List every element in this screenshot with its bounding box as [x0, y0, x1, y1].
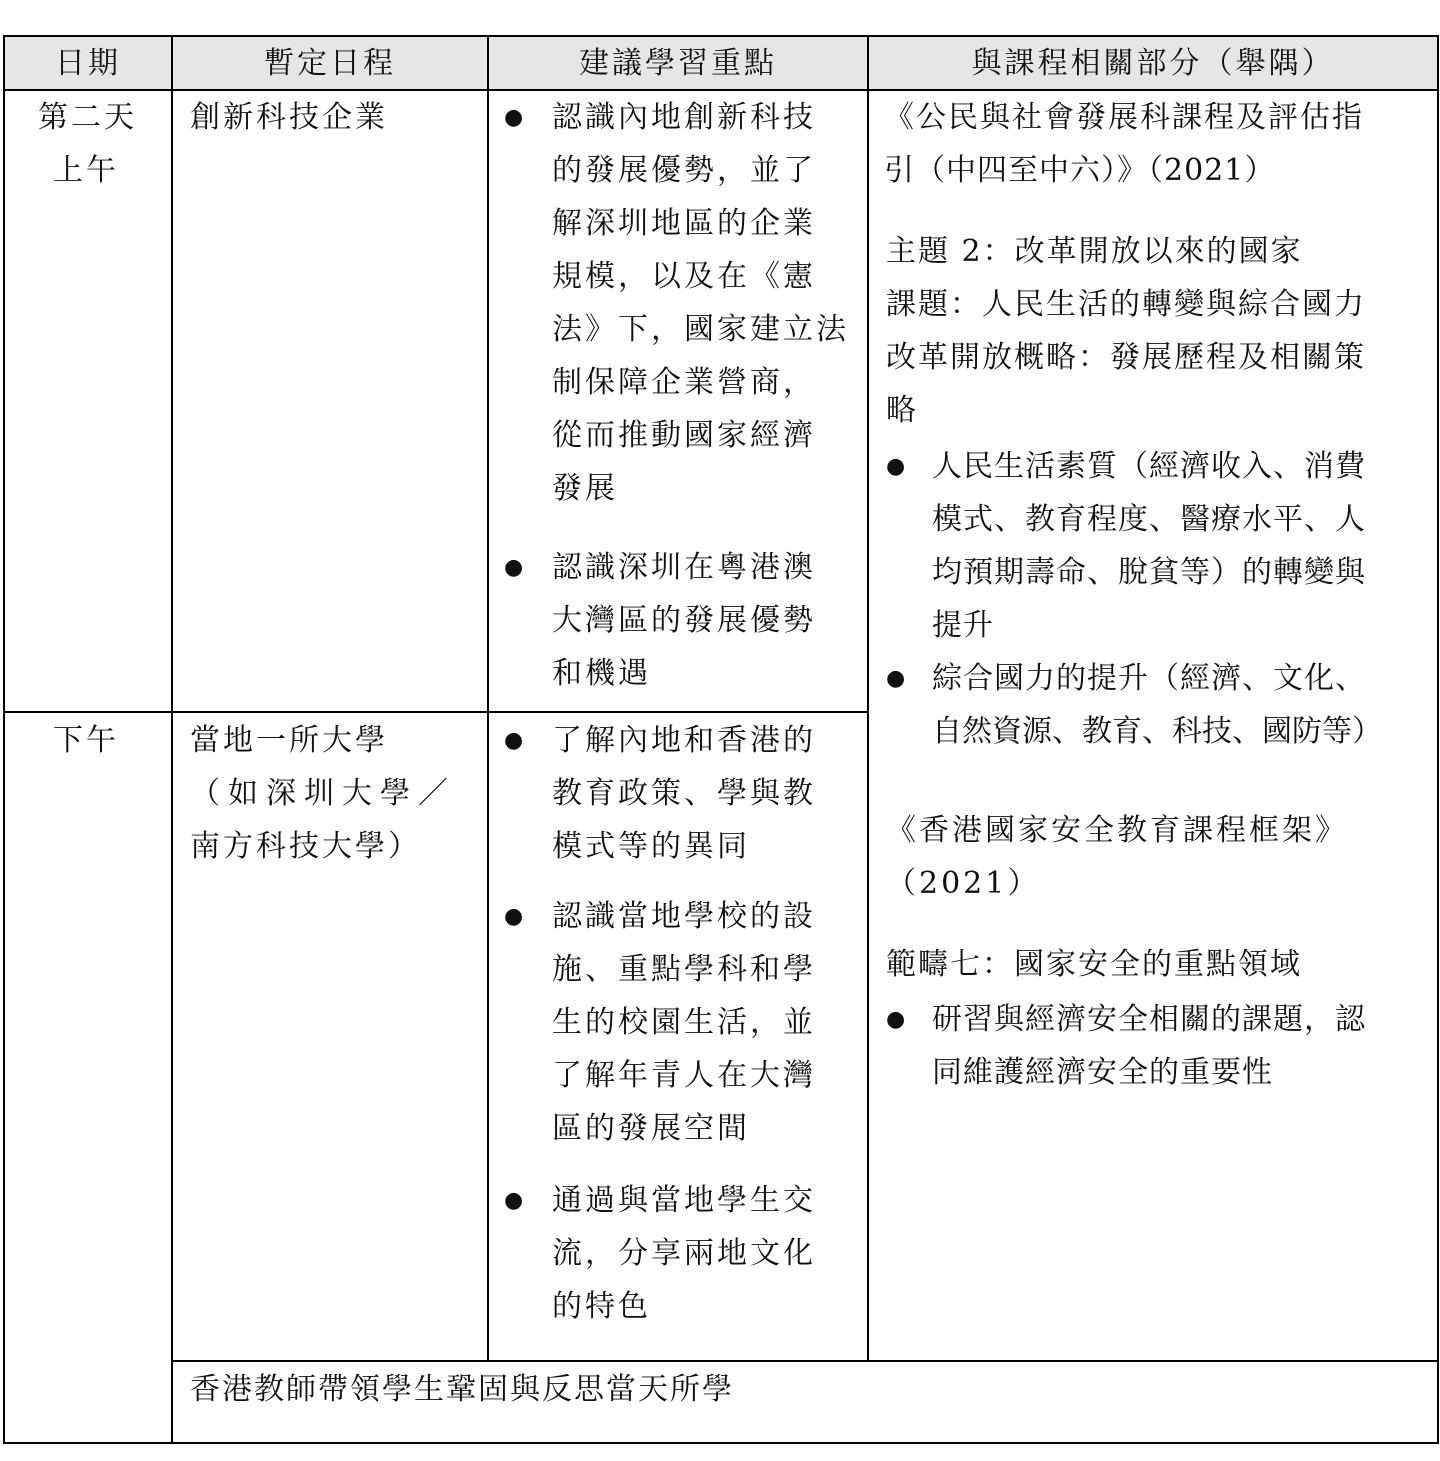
- curriculum-line: 提升: [932, 608, 994, 643]
- bullet-icon: ●: [504, 555, 527, 580]
- curriculum-line: 綜合國力的提升（經濟、文化、: [932, 661, 1366, 696]
- curriculum-doc1-title: 《公民與社會發展科課程及評估指: [884, 100, 1364, 135]
- list-item: [500, 541, 860, 700]
- afternoon-schedule-line: （如深圳大學／: [190, 776, 456, 811]
- bullet-icon: ●: [886, 454, 907, 479]
- point-line: 了解內地和香港的: [552, 723, 816, 758]
- point-line: 制保障企業營商，: [552, 365, 816, 400]
- list-item: [500, 1174, 860, 1333]
- curriculum-doc2-title: 《香港國家安全教育課程框架》: [886, 813, 1348, 848]
- list-item: [500, 91, 860, 515]
- bullet-icon: ●: [504, 904, 527, 929]
- afternoon-schedule-line: 當地一所大學: [190, 723, 388, 758]
- bullet-icon: ●: [504, 105, 527, 130]
- summary-row-top-border: [171, 1360, 1439, 1362]
- curriculum-line: 模式、教育程度、醫療水平、人: [932, 502, 1366, 537]
- header-curriculum: 與課程相關部分（舉隅）: [971, 46, 1335, 81]
- column-divider-2: [487, 35, 489, 1362]
- point-line: 解深圳地區的企業: [552, 206, 816, 241]
- list-item: [886, 652, 1434, 758]
- bullet-icon: ●: [504, 728, 527, 753]
- curriculum-line: 研習與經濟安全相關的課題，認: [932, 1002, 1366, 1037]
- list-item: [500, 714, 860, 873]
- curriculum-doc1-title: 引（中四至中六）》（2021）: [884, 153, 1276, 188]
- afternoon-points-list: [500, 714, 860, 1333]
- list-item: [886, 993, 1434, 1099]
- curriculum-doc1-bullets: [886, 440, 1434, 758]
- curriculum-line: 均預期壽命、脫貧等）的轉變與: [932, 555, 1366, 590]
- point-line: 模式等的異同: [552, 829, 750, 864]
- point-line: 大灣區的發展優勢: [552, 603, 816, 638]
- point-line: 流，分享兩地文化: [552, 1236, 816, 1271]
- header-learning-focus: 建議學習重點: [579, 46, 777, 81]
- point-line: 教育政策、學與教: [552, 776, 816, 811]
- morning-afternoon-divider: [3, 711, 869, 713]
- day-label: 第二天: [38, 100, 137, 135]
- table-border-bottom: [3, 1442, 1439, 1444]
- curriculum-doc2-topic: 範疇七：國家安全的重點領域: [886, 947, 1302, 982]
- list-item: [500, 890, 860, 1155]
- bullet-icon: ●: [504, 1188, 527, 1213]
- list-item: [886, 440, 1434, 652]
- curriculum-doc1-topic: 主題 2：改革開放以來的國家: [886, 234, 1303, 269]
- curriculum-doc1-topic: 略: [886, 393, 919, 428]
- point-line: 發展: [552, 471, 618, 506]
- point-line: 法》下，國家建立法: [552, 312, 849, 347]
- curriculum-line: 自然資源、教育、科技、國防等）: [932, 714, 1382, 749]
- curriculum-doc1-topic: 課題：人民生活的轉變與綜合國力: [886, 287, 1366, 322]
- point-line: 認識深圳在粵港澳: [552, 550, 816, 585]
- point-line: 區的發展空間: [552, 1111, 750, 1146]
- point-line: 認識內地創新科技: [552, 100, 816, 135]
- morning-schedule: 創新科技企業: [190, 100, 388, 135]
- point-line: 通過與當地學生交: [552, 1183, 816, 1218]
- point-line: 生的校園生活，並: [552, 1005, 816, 1040]
- afternoon-label: 下午: [53, 723, 119, 758]
- bullet-icon: ●: [886, 666, 907, 691]
- point-line: 從而推動國家經濟: [552, 418, 816, 453]
- afternoon-schedule-line: 南方科技大學）: [190, 829, 421, 864]
- header-schedule: 暫定日程: [264, 46, 396, 81]
- column-divider-1: [171, 35, 173, 1444]
- morning-label: 上午: [53, 153, 119, 188]
- table-border-right: [1437, 35, 1439, 1444]
- table-border-left: [3, 35, 5, 1444]
- point-line: 認識當地學校的設: [552, 899, 816, 934]
- point-line: 施、重點學科和學: [552, 952, 816, 987]
- curriculum-doc1-topic: 改革開放概略：發展歷程及相關策: [886, 340, 1366, 375]
- point-line: 了解年青人在大灣: [552, 1058, 816, 1093]
- point-line: 規模，以及在《憲: [552, 259, 816, 294]
- summary-text: 香港教師帶領學生鞏固與反思當天所學: [190, 1372, 734, 1407]
- column-divider-3: [867, 35, 869, 1362]
- curriculum-doc2-bullets: [886, 993, 1434, 1099]
- curriculum-line: 同維護經濟安全的重要性: [932, 1055, 1273, 1090]
- curriculum-doc2-title: （2021）: [886, 866, 1041, 901]
- curriculum-line: 人民生活素質（經濟收入、消費: [932, 449, 1366, 484]
- point-line: 和機遇: [552, 656, 651, 691]
- header-date: 日期: [55, 46, 121, 81]
- point-line: 的特色: [552, 1289, 651, 1324]
- bullet-icon: ●: [886, 1007, 907, 1032]
- point-line: 的發展優勢，並了: [552, 153, 816, 188]
- morning-points-list: [500, 91, 860, 700]
